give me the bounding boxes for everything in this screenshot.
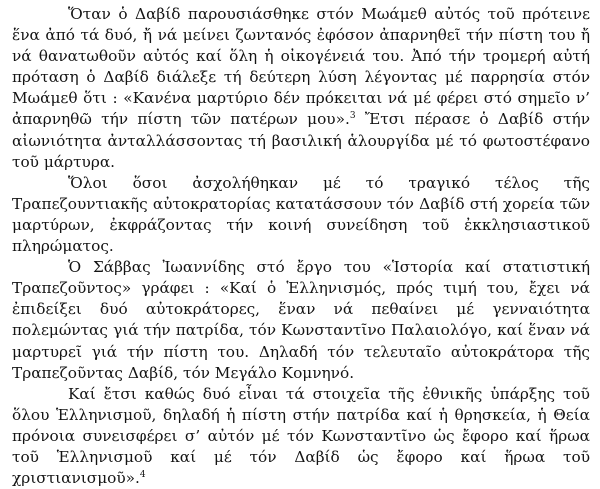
footnote-marker-4[interactable]: 4 xyxy=(139,470,146,481)
paragraph-4 xyxy=(12,384,590,489)
paragraph-1-text: Ὅταν ὁ Δαβίδ παρουσιάσθηκε στόν Μωάμεθ αὐτός τοῦ πρότεινε ἕνα ἀπό τά δυό, ἤ νά μείνει ζωντανός ἐφόσον ἀπαρνηθεῖ τήν πίστη του ἤ νά θανατωθοῦν αὐτός καί ὅλη ἡ οἰκογένειά του. Ἀπό τήν τρομερή αὐτή πρόταση ὁ Δαβίδ διάλεξε τή δεύτερη λύση λέγοντας μέ παρρησία στόν Μωάμεθ ὅτι : «Κανένα μαρτύριο δέν πρόκειται νά μέ φέρει στό σημεῖο ν’ ἀπαρνηθῶ τήν πίστη τῶν πατέρων μου». xyxy=(12,5,590,129)
paragraph-3-text: Ὁ Σάββας Ἰωαννίδης στό ἔργο του «Ἱστορία καί στατιστική Τραπεζοῦντος» γράφει : «Καί ὁ Ἑλληνισμός, πρός τιμή του, ἔχει νά ἐπιδείξει δυό αὐτοκράτορες, ἕναν νά πεθαίνει μέ γενναιότητα πολεμώντας γιά τήν πατρίδα, τόν Κωνσταντῖνο Παλαιολόγο, καί ἕναν νά μαρτυρεῖ γιά τήν πίστη του. Δηλαδή τόν τελευταῖο αὐτοκράτορα τῆς Τραπεζοῦντας Δαβίδ, τόν Μεγάλο Κομνηνό. xyxy=(12,258,590,382)
paragraph-1-continuation: Ἔτσι πέρασε ὁ Δαβίδ στήν αἰωνιότητα ἀνταλλάσσοντας τή βασιλική ἁλουργίδα μέ τό φωτοστέφανο τοῦ μάρτυρα. xyxy=(12,110,591,171)
paragraph-1 xyxy=(12,4,590,173)
paragraph-2-text: Ὅλοι ὅσοι ἀσχολήθηκαν μέ τό τραγικό τέλος τῆς Τραπεζουντιακῆς αὐτοκρατορίας κατατάσσουν τόν Δαβίδ στή χορεία τῶν μαρτύρων, ἐκφράζοντας τήν κοινή συνείδηση τοῦ ἐκκλησιαστικοῦ πληρώματος. xyxy=(12,173,590,256)
paragraph-4-text: Καί ἔτσι καθώς δυό εἶναι τά στοιχεῖα τῆς ἐθνικῆς ὑπάρξης τοῦ ὅλου Ἑλληνισμοῦ, δηλαδή ἡ πίστη στήν πατρίδα καί ἡ θρησκεία, ἡ Θεία πρόνοια συνεισφέρει σ’ αὐτόν μέ τόν Κωνσταντῖνο ὡς ἔφορο καί ἥρωα τοῦ Ἑλληνισμοῦ καί μέ τόν Δαβίδ ὡς ἔφορο καί ἥρωα τοῦ χριστιανισμοῦ». xyxy=(12,384,590,488)
document-page xyxy=(12,4,590,489)
paragraph-3 xyxy=(12,257,590,384)
paragraph-2 xyxy=(12,173,590,257)
footnote-marker-3[interactable]: 3 xyxy=(349,111,356,122)
